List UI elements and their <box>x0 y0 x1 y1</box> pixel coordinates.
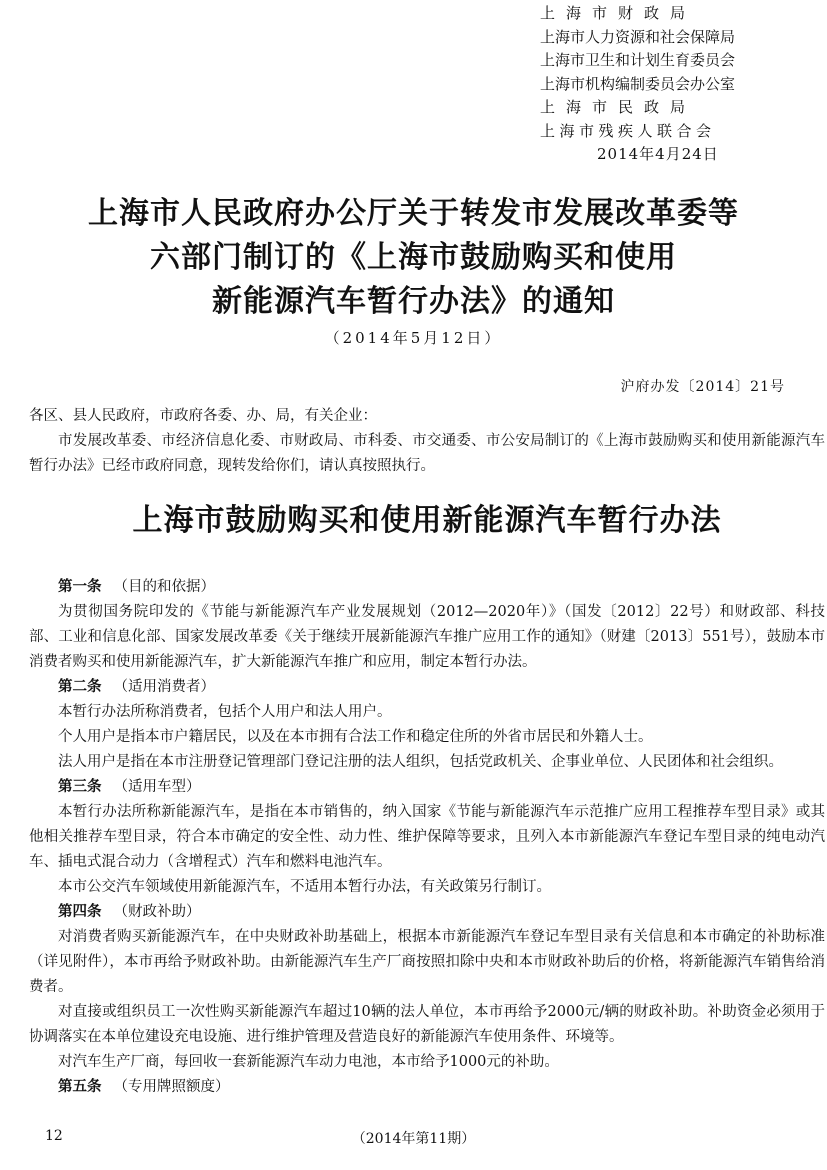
article-paragraph: 本暂行办法所称新能源汽车，是指在本市销售的，纳入国家《节能与新能源汽车示范推广应用工程推荐车型目录》或其他相关推荐车型目录，符合本市确定的安全性、动力性、维护保障等要求，且列入本市新能源汽车登记车型目录的纯电动汽车、插电式混合动力（含增程式）汽车和燃料电池汽车。 <box>29 804 825 870</box>
notice-title-line-3: 新能源汽车暂行办法》的通知 <box>212 284 615 319</box>
article-paragraph: 对汽车生产厂商，每回收一套新能源汽车动力电池，本市给予1000元的补助。 <box>58 1054 559 1070</box>
article-topic: （财政补助） <box>113 904 201 920</box>
article-3 <box>29 775 825 900</box>
page-number: 12 <box>45 1128 63 1144</box>
issuers-date: 2014年4月24日 <box>597 145 719 163</box>
notice-title-line-1: 上海市人民政府办公厅关于转发市发展改革委等 <box>88 196 739 231</box>
article-heading <box>29 1075 825 1100</box>
article-paragraph: 个人用户是指本市户籍居民，以及在本市拥有合法工作和稳定住所的外省市居民和外籍人士。 <box>58 729 653 745</box>
article-paragraph: 本暂行办法所称消费者，包括个人用户和法人用户。 <box>58 704 392 720</box>
article-paragraph: 本市公交汽车领域使用新能源汽车，不适用本暂行办法，有关政策另行制订。 <box>58 879 551 895</box>
issuer-hr-social-security-bureau: 上海市人力资源和社会保障局 <box>540 27 736 46</box>
article-paragraph: 对消费者购买新能源汽车，在中央财政补助基础上，根据本市新能源汽车登记车型目录有关信息和本市确定的补助标准（详见附件），本市再给予财政补助。由新能源汽车生产厂商按照扣除中央和本市财政补助后的价格，将新能源汽车销售给消费者。 <box>29 929 825 995</box>
article-number: 第四条 <box>58 904 102 920</box>
article-topic: （适用车型） <box>113 779 201 795</box>
article-number: 第一条 <box>58 579 102 595</box>
article-heading <box>29 575 825 600</box>
article-topic: （适用消费者） <box>113 679 215 695</box>
article-number: 第五条 <box>58 1079 102 1095</box>
measures-title: 上海市鼓励购买和使用新能源汽车暂行办法 <box>132 503 722 538</box>
article-heading <box>29 900 825 925</box>
issuer-civil-affairs-bureau: 上海市民政局 <box>540 98 697 116</box>
article-topic: （目的和依据） <box>113 579 215 595</box>
notice-title-line-2: 六部门制订的《上海市鼓励购买和使用 <box>150 240 677 275</box>
notice-body: 市发展改革委、市经济信息化委、市财政局、市科委、市交通委、市公安局制订的《上海市鼓励购买和使用新能源汽车暂行办法》已经市政府同意，现转发给你们，请认真按照执行。 <box>29 433 825 474</box>
document-number: 沪府办发〔2014〕21号 <box>620 379 785 395</box>
notice-recipients: 各区、县人民政府，市政府各委、办、局，有关企业： <box>29 408 377 424</box>
article-number: 第二条 <box>58 679 102 695</box>
article-4 <box>29 900 825 1075</box>
issuer-staffing-commission-office: 上海市机构编制委员会办公室 <box>540 74 736 93</box>
article-number: 第三条 <box>58 779 102 795</box>
notice-date: （2014年5月12日） <box>324 329 503 347</box>
article-heading <box>29 675 825 700</box>
article-2 <box>29 675 825 775</box>
article-heading <box>29 775 825 800</box>
article-topic: （专用牌照额度） <box>113 1079 230 1095</box>
article-1 <box>29 575 825 675</box>
article-5 <box>29 1075 825 1100</box>
issuer-health-family-planning-commission: 上海市卫生和计划生育委员会 <box>540 51 736 69</box>
issue-number: （2014年第11期） <box>351 1131 476 1147</box>
issuer-finance-bureau: 上海市财政局 <box>540 4 697 22</box>
article-paragraph: 对直接或组织员工一次性购买新能源汽车超过10辆的法人单位，本市再给予2000元/辆的财政补助。补助资金必须用于协调落实在本单位建设充电设施、进行维护管理及营造良好的新能源汽车使用条件、环境等。 <box>29 1004 825 1045</box>
article-paragraph: 为贯彻国务院印发的《节能与新能源汽车产业发展规划（2012—2020年）》（国发〔2012〕22号）和财政部、科技部、工业和信息化部、国家发展改革委《关于继续开展新能源汽车推广应用工作的通知》（财建〔2013〕551号），鼓励本市消费者购买和使用新能源汽车，扩大新能源汽车推广和应用，制定本暂行办法。 <box>29 604 825 670</box>
issuing-authorities <box>540 2 790 167</box>
notice-title-block <box>0 192 827 350</box>
document-body <box>29 404 825 1100</box>
issuer-disabled-persons-federation: 上海市残疾人联合会 <box>540 121 716 140</box>
article-paragraph: 法人用户是指在本市注册登记管理部门登记注册的法人组织，包括党政机关、企事业单位、人民团体和社会组织。 <box>58 754 783 770</box>
